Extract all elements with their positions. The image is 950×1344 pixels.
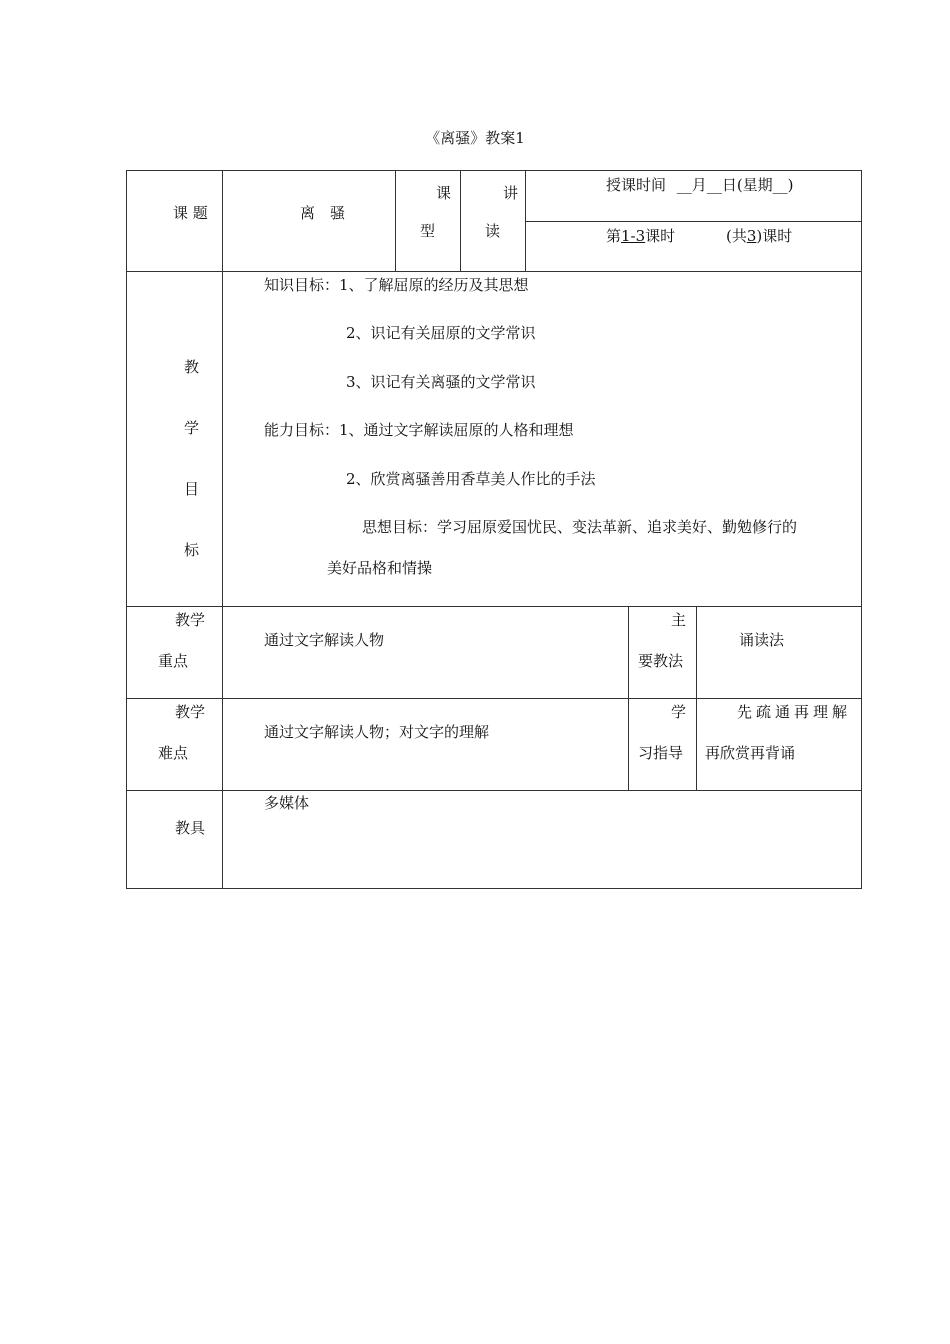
type-label-top: 课	[436, 184, 452, 202]
objective-line: 美好品格和情操	[327, 559, 433, 577]
objectives-label-char: 学	[184, 419, 200, 437]
objective-line: 知识目标：1、了解屈原的经历及其思想	[264, 276, 529, 294]
col-divider	[628, 606, 629, 790]
row-divider	[127, 698, 862, 699]
lesson-plan-table	[126, 170, 862, 889]
method-value: 诵读法	[739, 631, 785, 649]
weekday-blank: __	[772, 176, 788, 194]
col-divider	[525, 171, 526, 271]
objective-line: 能力目标：1、通过文字解读屈原的人格和理想	[264, 421, 574, 439]
tools-content: 多媒体	[264, 794, 310, 812]
schedule-line	[606, 175, 794, 195]
total-prefix: (共	[725, 227, 747, 245]
method-label-top: 主	[671, 611, 687, 629]
focus-label-bottom: 重点	[158, 652, 189, 670]
difficulty-label-top: 教学	[175, 703, 206, 721]
row-divider	[127, 271, 862, 272]
difficulty-label-bottom: 难点	[158, 744, 189, 762]
schedule-month: 月	[691, 176, 707, 194]
focus-content: 通过文字解读人物	[264, 631, 385, 649]
focus-label-top: 教学	[175, 611, 206, 629]
subject-label: 课 题	[173, 204, 208, 222]
lesson-range: 1-3	[621, 227, 646, 245]
month-blank: __	[676, 176, 692, 194]
lesson-count-line	[606, 226, 792, 246]
objectives-label-char: 标	[184, 541, 200, 559]
guide-value-line2: 再欣赏再背诵	[705, 744, 796, 762]
method-label-bottom: 要教法	[638, 652, 684, 670]
type-value-top: 讲	[503, 184, 519, 202]
total-suffix: )课时	[756, 227, 793, 245]
document-title: 《离骚》教案1	[425, 129, 525, 147]
guide-value-line1: 先疏通再理解	[737, 703, 852, 721]
col-divider	[222, 171, 223, 889]
objectives-label-char: 目	[184, 480, 200, 498]
schedule-close: )	[787, 176, 794, 194]
total-count: 3	[746, 227, 757, 245]
type-value-bottom: 读	[485, 222, 501, 240]
col-divider	[460, 171, 461, 271]
objective-line: 2、识记有关屈原的文学常识	[346, 324, 536, 342]
row-divider	[127, 606, 862, 607]
objective-line: 思想目标：学习屈原爱国忧民、变法革新、追求美好、勤勉修行的	[362, 518, 798, 536]
difficulty-content: 通过文字解读人物；对文字的理解	[264, 723, 490, 741]
schedule-prefix: 授课时间	[606, 176, 667, 194]
lesson-suffix: 课时	[645, 227, 676, 245]
col-divider	[696, 606, 697, 790]
type-label-bottom: 型	[420, 222, 436, 240]
objective-line: 2、欣赏离骚善用香草美人作比的手法	[346, 470, 596, 488]
guide-label-top: 学	[671, 703, 687, 721]
lesson-prefix: 第	[606, 227, 622, 245]
objectives-label-char: 教	[184, 358, 200, 376]
schedule-day: 日(星期	[721, 176, 773, 194]
objective-line: 3、识记有关离骚的文学常识	[346, 373, 536, 391]
tools-label: 教具	[175, 819, 206, 837]
day-blank: __	[706, 176, 722, 194]
row-divider	[127, 790, 862, 791]
guide-label-bottom: 习指导	[638, 744, 684, 762]
row-divider	[525, 221, 862, 222]
col-divider	[395, 171, 396, 271]
subject-value: 离 骚	[300, 204, 346, 222]
